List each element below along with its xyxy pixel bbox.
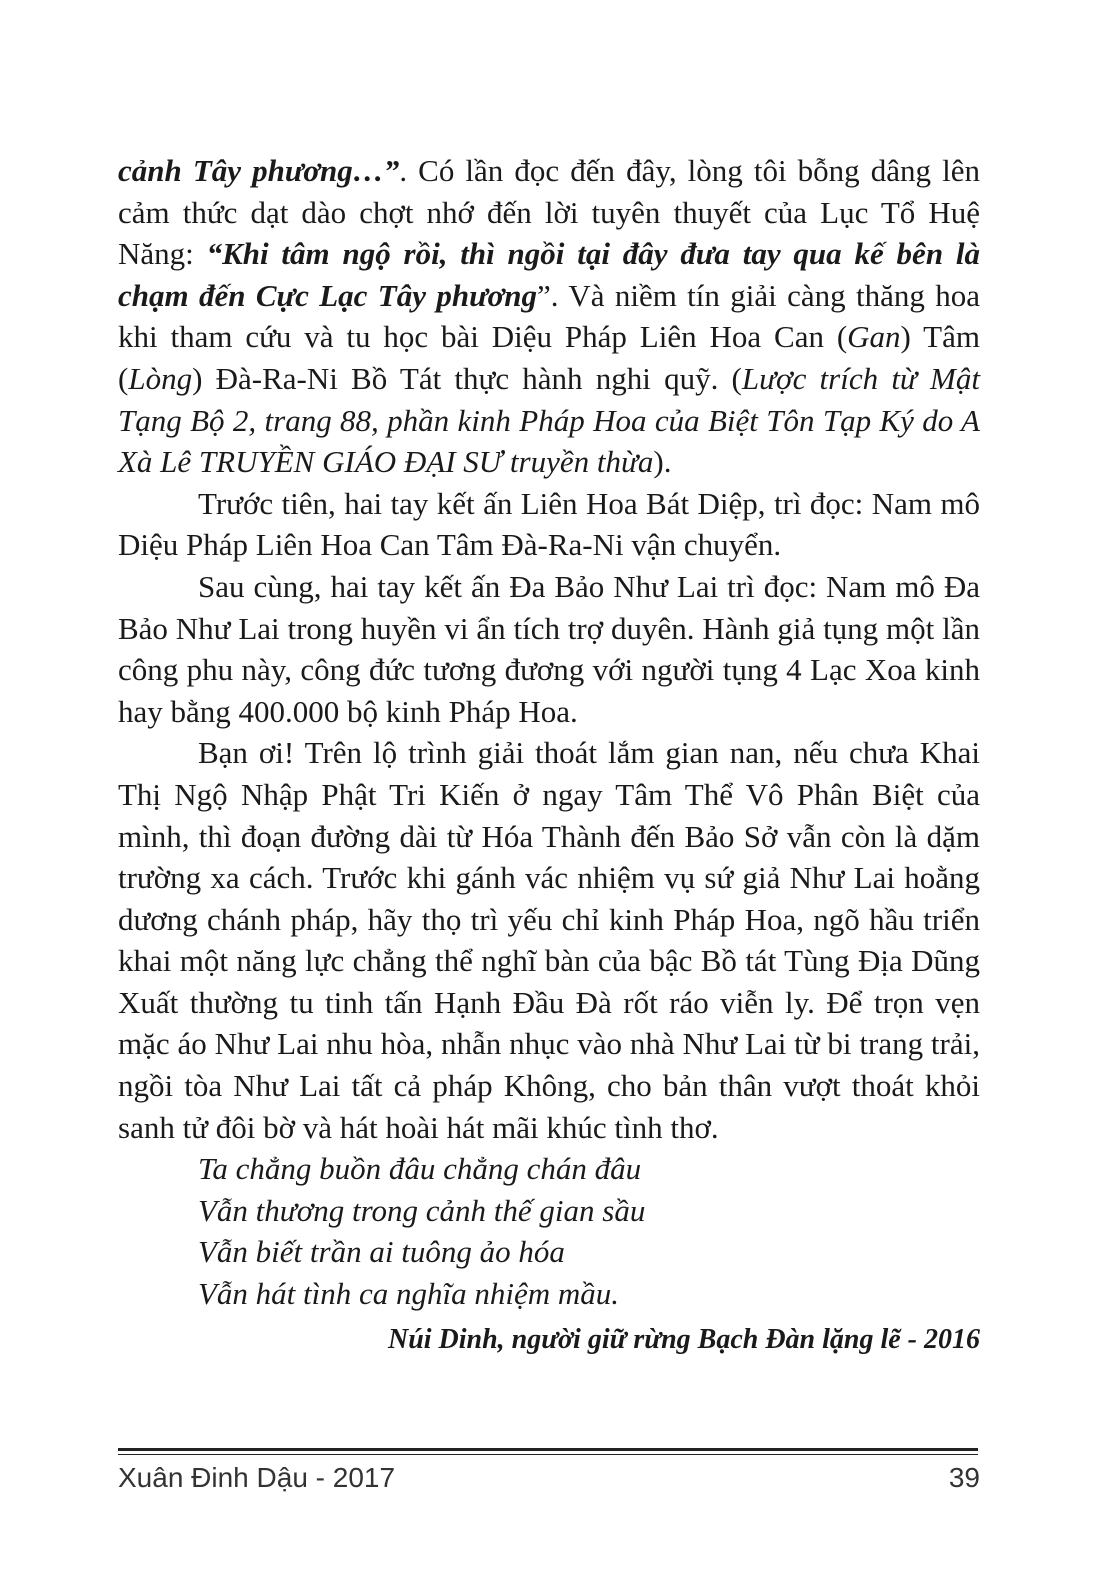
text-fragment: ”. Và niềm tín giải càng thăng hoa khi tham cứu và tu học bài Diệu Pháp Liên Hoa Can ( xyxy=(118,277,980,355)
text-fragment: ). xyxy=(653,444,672,480)
paragraph-4: Bạn ơi! Trên lộ trình giải thoát lắm gian nan, nếu chưa Khai Thị Ngộ Nhập Phật Tri Kiến ở ngay Tâm Thể Vô Phân Biệt của mình, thì đoạn đường dài từ Hóa Thành đến Bảo Sở vẫn còn là dặm trường xa cách. Trước khi gánh vác nhiệm vụ sứ giả Như Lai hoằng dương chánh pháp, hãy thọ trì yếu chỉ kinh Pháp Hoa, ngõ hầu triển khai một năng lực chẳng thể nghĩ bàn của bậc Bồ tát Tùng Địa Dũng Xuất thường tu tinh tấn Hạnh Đầu Đà rốt ráo viễn ly. Để trọn vẹn mặc áo Như Lai nhu hòa, nhẫn nhục vào nhà Như Lai từ bi trang trải, ngồi tòa Như Lai tất cả pháp Không, cho bản thân vượt thoát khỏi sanh tử đôi bờ và hát hoài hát mãi khúc tình thơ. xyxy=(118,735,980,1145)
poem-line: Vẫn hát tình ca nghĩa nhiệm mầu. xyxy=(198,1276,620,1312)
paragraph-3: Sau cùng, hai tay kết ấn Đa Bảo Như Lai trì đọc: Nam mô Đa Bảo Như Lai trong huyền vi ẩn tích trợ duyên. Hành giả tụng một lần công phu này, công đức tương đương với người tụng 4 Lạc Xoa kinh hay bằng 400.000 bộ kinh Pháp Hoa. xyxy=(118,568,980,729)
paragraph-2: Trước tiên, hai tay kết ấn Liên Hoa Bát Diệp, trì đọc: Nam mô Diệu Pháp Liên Hoa Can Tâm Đà-Ra-Ni vận chuyển. xyxy=(118,485,980,563)
paragraph-1 xyxy=(118,150,980,483)
signature-line: Núi Dinh, người giữ rừng Bạch Đàn lặng lẽ - 2016 xyxy=(387,1323,980,1355)
text-fragment: ) Đà-Ra-Ni Bồ Tát thực hành nghi quỹ. ( xyxy=(192,360,742,396)
poem-line: Vẫn biết trần ai tuông ảo hóa xyxy=(198,1234,565,1270)
page-body xyxy=(118,150,980,1360)
footer-rule-thin xyxy=(118,1454,978,1455)
citation-note: Lược trích từ Mật Tạng Bộ 2, trang 88, phần kinh Pháp Hoa của Biệt Tôn Tạp Ký do A Xà Lê TRUYỀN GIÁO ĐẠI SƯ truyền thừa xyxy=(118,360,980,480)
poem-line: Ta chẳng buồn đâu chẳng chán đâu xyxy=(198,1151,642,1187)
poem xyxy=(118,1148,980,1314)
italic-term: Gan xyxy=(847,319,901,355)
quote-fragment-1: cảnh Tây phương…” xyxy=(118,153,400,188)
poem-line: Vẫn thương trong cảnh thế gian sầu xyxy=(198,1192,646,1228)
text-fragment: ) Tâm ( xyxy=(118,319,980,396)
page-number: 39 xyxy=(948,1462,980,1493)
footer-publication: Xuân Đinh Dậu - 2017 xyxy=(118,1462,396,1493)
italic-term: Lòng xyxy=(128,360,193,396)
footer-rule xyxy=(118,1448,978,1451)
text-fragment: . Có lần đọc đến đây, lòng tôi bỗng dâng lên cảm thức dạt dào chợt nhớ đến lời tuyên thuyết của Lục Tổ Huệ Năng: xyxy=(118,153,980,272)
quote-fragment-2: “Khi tâm ngộ rồi, thì ngồi tại đây đưa tay qua kế bên là chạm đến Cực Lạc Tây phương xyxy=(118,236,980,313)
